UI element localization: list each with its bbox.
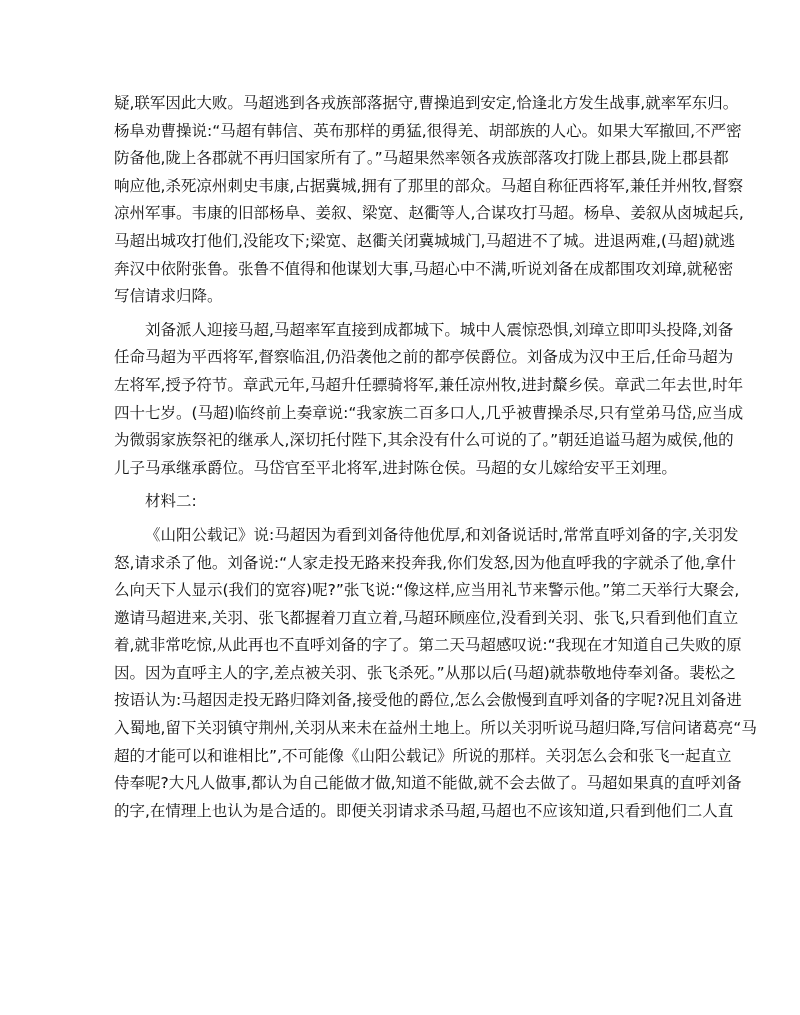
text-line: 奔汉中依附张鲁。张鲁不值得和他谋划大事,马超心中不满,听说刘备在成都围攻刘璋,就秘密 — [114, 259, 734, 278]
text-line: 四十七岁。(马超)临终前上奏章说:“我家族二百多口人,几乎被曹操杀尽,只有堂弟马岱,应当成 — [114, 403, 744, 422]
text-line: 怒,请求杀了他。刘备说:“人家走投无路来投奔我,你们发怒,因为他直呼我的字就杀了他,拿什 — [114, 553, 736, 572]
paragraph-ma-chao-surrender — [114, 317, 744, 483]
text-line: 响应他,杀死凉州刺史韦康,占据冀城,拥有了那里的部众。马超自称征西将军,兼任并州牧,督察 — [114, 176, 744, 195]
text-line: 凉州军事。韦康的旧部杨阜、姜叙、梁宽、赵衢等人,合谋攻打马超。杨阜、姜叙从卤城起兵, — [114, 204, 744, 223]
text-line: 《山阳公载记》说:马超因为看到刘备待他优厚,和刘备说话时,常常直呼刘备的字,关羽发 — [145, 525, 739, 544]
paragraph-ma-chao-flight — [114, 90, 744, 311]
text-line: 邀请马超进来,关羽、张飞都握着刀直立着,马超环顾座位,没看到关羽、张飞,只看到他们直立 — [114, 608, 739, 627]
section-heading: 材料二: — [145, 492, 197, 511]
text-line: 写信请求归降。 — [114, 287, 223, 306]
text-line: 的字,在情理上也认为是合适的。即便关羽请求杀马超,马超也不应该知道,只看到他们二人直 — [114, 801, 734, 820]
text-line: 按语认为:马超因走投无路归降刘备,接受他的爵位,怎么会傲慢到直呼刘备的字呢?况且刘备进 — [114, 691, 742, 710]
text-line: 任命马超为平西将军,督察临沮,仍沿袭他之前的都亭侯爵位。刘备成为汉中王后,任命马超为 — [114, 348, 734, 367]
text-line: 超的才能可以和谁相比”,不可能像《山阳公载记》所说的那样。关羽怎么会和张飞一起直立 — [114, 746, 732, 765]
text-line: 疑,联军因此大败。马超逃到各戎族部落据守,曹操追到安定,恰逢北方发生战事,就率军东归。 — [114, 94, 739, 112]
text-line: 儿子马承继承爵位。马岱官至平北将军,进封陈仓侯。马超的女儿嫁给安平王刘理。 — [114, 458, 677, 477]
text-line: 马超出城攻打他们,没能攻下;梁宽、赵衢关闭冀城城门,马超进不了城。进退两难,(马超)就逃 — [114, 231, 736, 250]
text-line: 左将军,授予符节。章武元年,马超升任骠骑将军,兼任凉州牧,进封斄乡侯。章武二年去世,时年 — [114, 375, 744, 394]
text-line: 防备他,陇上各郡就不再归国家所有了。”马超果然率领各戎族部落攻打陇上郡县,陇上郡县都 — [114, 149, 729, 168]
text-line: 因。因为直呼主人的字,差点被关羽、张飞杀死。”从那以后(马超)就恭敬地侍奉刘备。裴松之 — [114, 663, 736, 682]
text-line: 入蜀地,留下关羽镇守荆州,关羽从来未在益州土地上。所以关羽听说马超归降,写信问诸葛亮“马 — [114, 719, 757, 738]
document-body — [114, 90, 757, 825]
text-line: 着,就非常吃惊,从此再也不直呼刘备的字了。第二天马超感叹说:“我现在才知道自己失败的原 — [114, 636, 742, 655]
text-line: 杨阜劝曹操说:“马超有韩信、英布那样的勇猛,很得羌、胡部族的人心。如果大军撤回,不严密 — [114, 121, 742, 140]
text-line: 为微弱家族祭祀的继承人,深切托付陛下,其余没有什么可说的了。”朝廷追谥马超为威侯,他的 — [114, 431, 734, 450]
text-line: 侍奉呢?大凡人做事,都认为自己能做才做,知道不能做,就不会去做了。马超如果真的直呼刘备 — [114, 774, 742, 793]
text-line: 么向天下人显示(我们的宽容)呢?”张飞说:“像这样,应当用礼节来警示他。”第二天举行大聚会, — [114, 581, 740, 600]
text-line: 刘备派人迎接马超,马超率军直接到成都城下。城中人震惊恐惧,刘璋立即叩头投降,刘备 — [145, 320, 734, 339]
paragraph-shanyang-gongzaiji — [114, 522, 757, 826]
